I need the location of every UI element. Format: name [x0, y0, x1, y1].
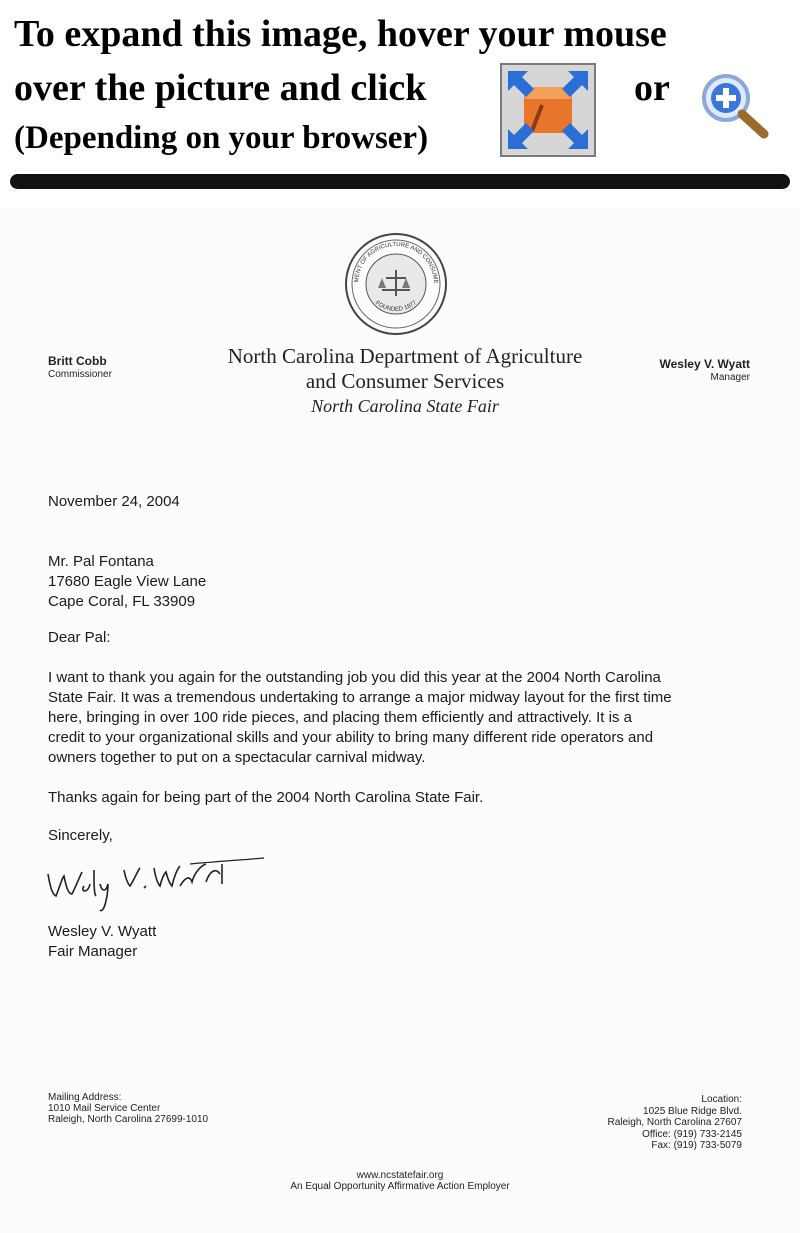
body-paragraph-1: [48, 668, 768, 768]
department-line-1: North Carolina Department of Agriculture: [227, 344, 583, 368]
manager-name: Wesley V. Wyatt: [659, 357, 750, 371]
mailing-address: [48, 1092, 208, 1125]
paragraph-line: State Fair. It was a tremendous undertaking to arrange a major midway layout for the first time: [48, 689, 672, 706]
recipient-address: [48, 552, 768, 612]
address-line: Cape Coral, FL 33909: [48, 593, 196, 610]
paragraph-line: owners together to put on a spectacular carnival midway.: [48, 749, 426, 766]
magnify-plus-icon[interactable]: [694, 70, 774, 142]
manager-block: [660, 358, 751, 384]
eeo-statement: An Equal Opportunity Affirmative Action Employer: [290, 1181, 510, 1192]
location-address: [607, 1094, 742, 1152]
location-line: Raleigh, North Carolina 27607: [607, 1117, 742, 1128]
seal-text-top: MENT OF AGRICULTURE AND CONSUME: [353, 241, 439, 284]
commissioner-block: [48, 355, 112, 381]
paragraph-line: here, bringing in over 100 ride pieces, and placing them efficiently and attractively. It is a: [48, 709, 632, 726]
signer-name: Wesley V. Wyatt: [48, 923, 157, 940]
expand-arrows-icon[interactable]: [500, 63, 596, 157]
website: www.ncstatefair.org: [356, 1170, 444, 1181]
letter-page[interactable]: [0, 208, 800, 1233]
location-line: 1025 Blue Ridge Blvd.: [643, 1105, 742, 1117]
seal-text-bottom: FOUNDED 1877: [374, 300, 418, 313]
footer-center: [0, 1170, 800, 1192]
letter-date: November 24, 2004: [48, 493, 180, 510]
address-line: Mr. Pal Fontana: [48, 553, 154, 570]
paragraph-line: I want to thank you again for the outstanding job you did this year at the 2004 North Carolina: [48, 669, 661, 686]
department-seal: [342, 230, 450, 338]
signer-block: [48, 922, 768, 962]
department-name: [200, 344, 610, 419]
paragraph-line: credit to your organizational skills and your ability to bring many different ride operators and: [48, 729, 654, 746]
manager-title: Manager: [710, 372, 750, 383]
mailing-line: Raleigh, North Carolina 27699-1010: [48, 1114, 209, 1125]
instruction-line-3: (Depending on your browser): [14, 120, 429, 156]
location-line: Office: (919) 733-2145: [642, 1128, 742, 1140]
salutation: Dear Pal:: [48, 629, 111, 646]
commissioner-name: Britt Cobb: [48, 354, 107, 368]
signature: [40, 856, 270, 918]
department-line-2: and Consumer Services: [305, 369, 505, 393]
instruction-or: or: [634, 67, 670, 109]
location-line: Location:: [701, 1094, 742, 1105]
instruction-line-2: over the picture and click: [14, 67, 427, 109]
commissioner-title: Commissioner: [48, 369, 112, 380]
mailing-line: Mailing Address:: [48, 1092, 122, 1103]
department-line-3: North Carolina State Fair: [311, 396, 499, 416]
divider: [10, 174, 790, 189]
instruction-line-1: To expand this image, hover your mouse: [14, 13, 667, 55]
signer-title: Fair Manager: [48, 943, 138, 960]
mailing-line: 1010 Mail Service Center: [48, 1103, 161, 1114]
closing: Sincerely,: [48, 827, 113, 844]
location-line: Fax: (919) 733-5079: [651, 1140, 742, 1151]
address-line: 17680 Eagle View Lane: [48, 573, 207, 590]
body-paragraph-2: Thanks again for being part of the 2004 North Carolina State Fair.: [48, 789, 484, 806]
